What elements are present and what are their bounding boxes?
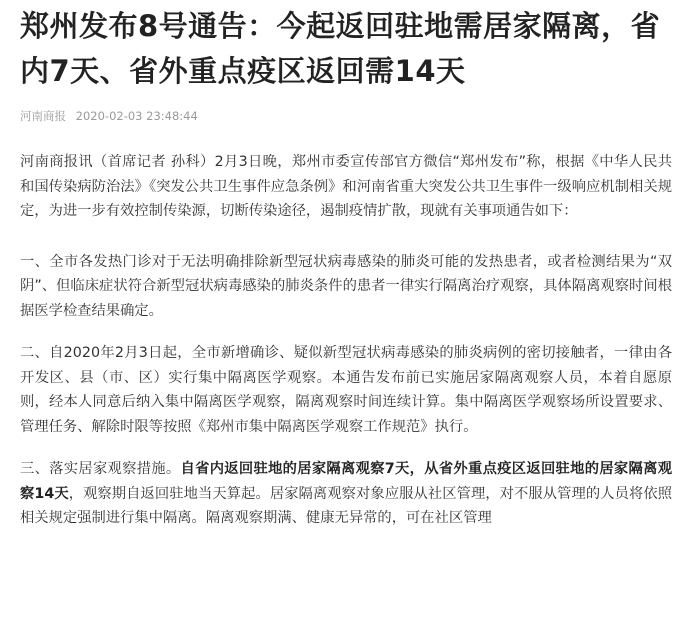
- article-meta: [20, 108, 672, 124]
- paragraph-text: 二、自2020年2月3日起，全市新增确诊、疑似新型冠状病毒感染的肺炎病例的密切接触者，一律由各开发区、县（市、区）实行集中隔离医学观察。本通告发布前已实施居家隔离观察人员，本着自愿原则，经本人同意后纳入集中隔离医学观察，隔离观察时间连续计算。集中隔离医学观察场所设置要求、管理任务、解除时限等按照《郑州市集中隔离医学观察工作规范》执行。: [20, 345, 672, 435]
- article-title: 郑州发布8号通告：今起返回驻地需居家隔离，省内7天、省外重点疫区返回需14天: [20, 9, 661, 88]
- article-timestamp: 2020-02-03 23:48:44: [75, 109, 198, 123]
- paragraph-text: 三、落实居家观察措施。: [20, 461, 181, 477]
- article-paragraph-item-2: [20, 341, 672, 439]
- paragraph-text: ，观察期自返回驻地当天算起。居家隔离观察对象应服从社区管理，对不服从管理的人员将依照相关规定强制进行集中隔离。隔离观察期满、健康无异常的，可在社区管理: [20, 485, 672, 526]
- article-source[interactable]: 河南商报: [20, 109, 66, 123]
- article-paragraph-intro: [20, 150, 672, 224]
- paragraph-text: 河南商报讯（首席记者 孙科）2月3日晚，郑州市委宣传部官方微信“郑州发布”称，根据《中华人民共和国传染病防治法》《突发公共卫生事件应急条例》和河南省重大突发公共卫生事件一级响应机制相关规定，为进一步有效控制传染源，切断传染途径，遏制疫情扩散，现就有关事项通告如下：: [20, 154, 672, 219]
- paragraph-text: 一、全市各发热门诊对于无法明确排除新型冠状病毒感染的肺炎可能的发热患者，或者检测结果为“双阴”、但临床症状符合新型冠状病毒感染的肺炎条件的患者一律实行隔离治疗观察，具体隔离观察时间根据医学检查结果确定。: [20, 253, 672, 319]
- paragraph-emphasis: 自省内返回驻地的居家隔离观察7天，从省外重点疫区返回驻地的居家隔离观察14天: [20, 461, 672, 502]
- article-paragraph-item-3: [20, 457, 672, 531]
- article-paragraph-item-1: [20, 250, 672, 324]
- news-article: [20, 4, 672, 531]
